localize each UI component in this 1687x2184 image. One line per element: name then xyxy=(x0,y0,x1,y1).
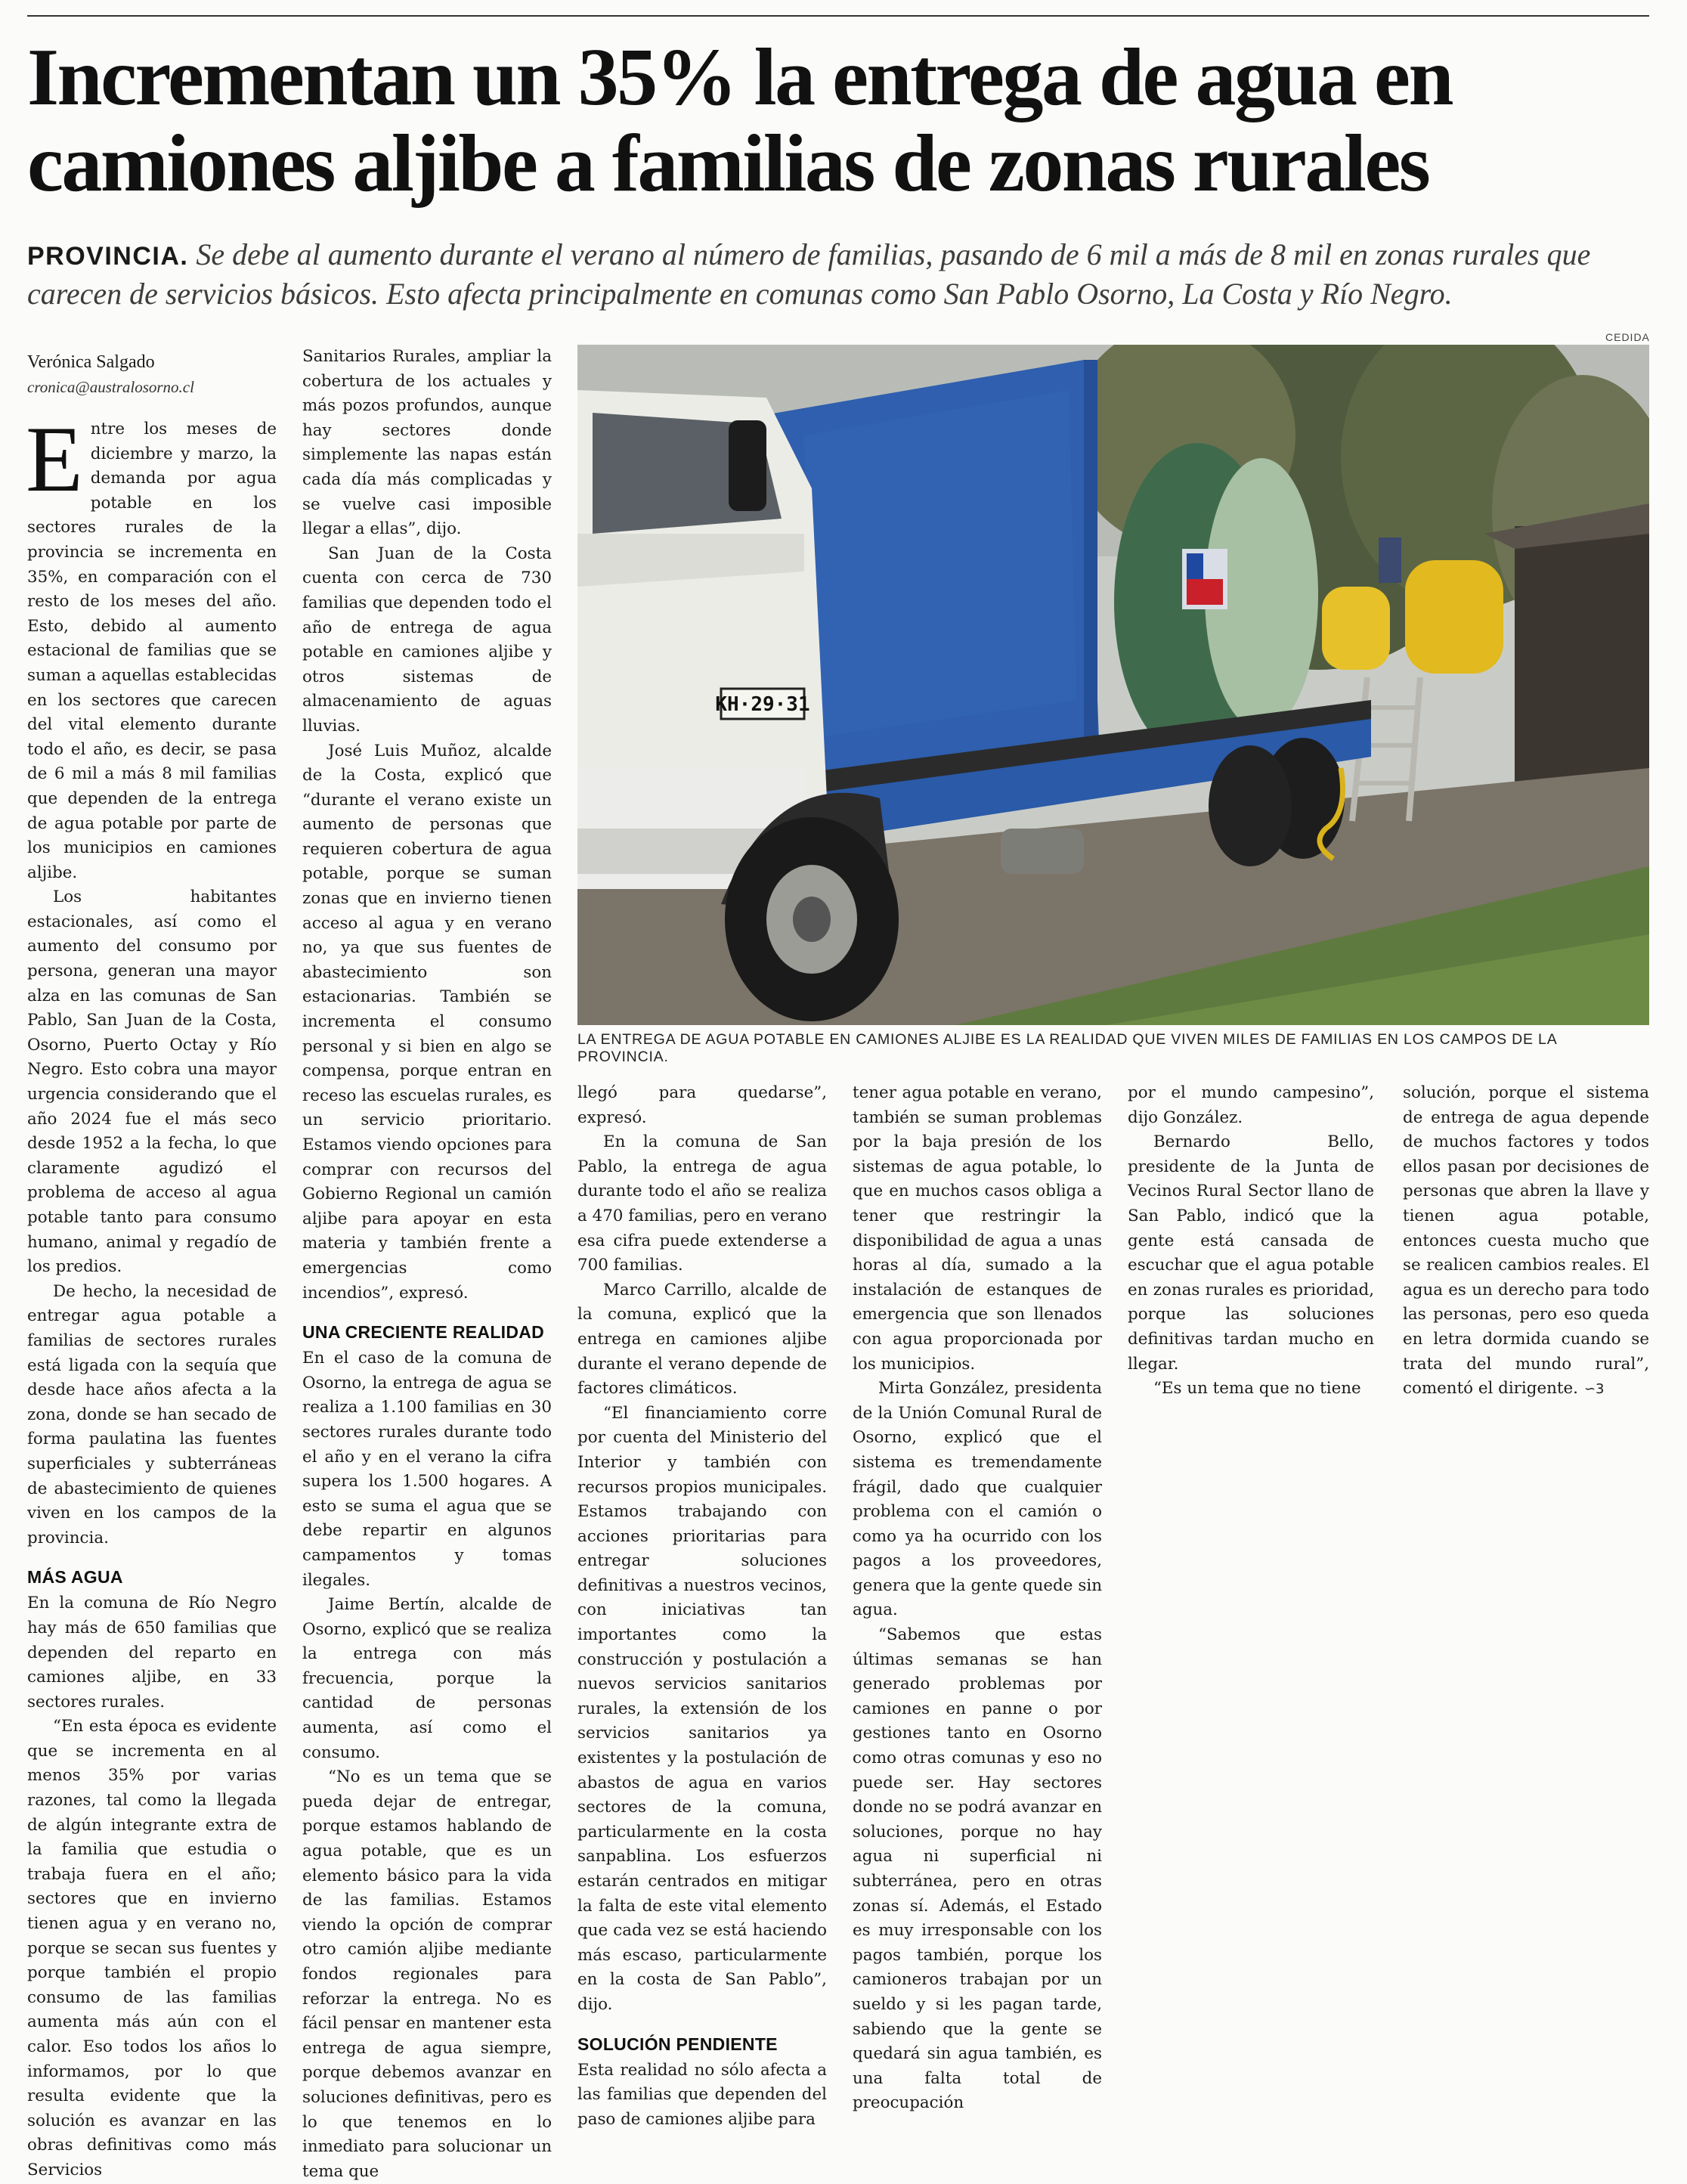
subhead-solucion-pendiente: SOLUCIÓN PENDIENTE xyxy=(577,2034,778,2054)
paragraph: tener agua potable en verano, también se suman problemas por la baja presión de los sistemas de agua potable, lo que en muchos casos obliga a tener que restringir la disponibilidad de agua a unas horas al día, sumado a la instalación de estanques de emergencia que son llenados con agua proporcionada por los municipios. xyxy=(853,1083,1102,1374)
paragraph: En la comuna de Río Negro hay más de 650 familias que dependen del reparto en camiones aljibe, en 33 sectores rurales. xyxy=(27,1594,277,1712)
paragraph: San Juan de la Costa cuenta con cerca de 730 familias que dependen todo el año de entrega de agua potable en camiones aljibe y otros sistemas de almacenamiento de aguas lluvias. xyxy=(302,544,552,736)
subhead-mas-agua: MÁS AGUA xyxy=(27,1567,123,1588)
paragraph: solución, porque el sistema de entrega de agua depende de muchos factores y todos ellos pasan por decisiones de personas que abren la llave y tienen agua potable, entonces cuesta mucho que se realicen cambios reales. El agua es un derecho para todo las personas, pero eso queda en letra dormida cuando se trata del mundo rural”, comentó el dirigente. ∽3 xyxy=(1403,1083,1649,1399)
photo-caption: LA ENTREGA DE AGUA POTABLE EN CAMIONES ALJIBE ES LA REALIDAD QUE VIVEN MILES DE FAMILIAS EN LOS CAMPOS DE LA PROVINCIA. xyxy=(577,1031,1557,1065)
paragraph: llegó para quedarse”, expresó. xyxy=(577,1083,827,1127)
paragraph: Sanitarios Rurales, ampliar la cobertura de los actuales y más pozos profundos, aunque hay sectores donde simplemente las napas están cada día más complicadas y se vuelve casi imposible llegar a ellas”, dijo. xyxy=(302,347,552,539)
author-email: cronica@australosorno.cl xyxy=(27,378,194,396)
end-mark-icon: ∽3 xyxy=(1583,1381,1605,1398)
paragraph: José Luis Muñoz, alcalde de la Costa, explicó que “durante el verano existe un aumento de personas que requieren cobertura de agua potable, porque se suman zonas que en invierno tienen acceso al agua y en verano no, ya que sus fuentes de abastecimiento son estacionarias. También se incrementa el consumo personal y si bien en algo se compensa, porque entran en receso las escuelas rurales, es un servicio prioritario. Estamos viendo opciones para comprar con recursos del Gobierno Regional un camión aljibe para apoyar en esta materia y también frente a emergencias como incendios”, expresó. xyxy=(302,741,552,1303)
paragraph: De hecho, la necesidad de entregar agua potable a familias de sectores rurales está ligada con la sequía que desde hace años afecta a la zona, donde se han secado de forma paulatina las fuentes superficiales y subterráneas de abastecimiento de quienes viven en los campos de la provincia. xyxy=(27,1281,277,1547)
water-truck-illustration xyxy=(577,345,1649,1025)
paragraph: “El financiamiento corre por cuenta del Ministerio del Interior y también con recursos propios municipales. Estamos trabajando con acciones prioritarias para entregar soluciones definitivas a nuestros vecinos, con iniciativas tan importantes como la construcción y postulación a nuevos servicios sanitarios rurales, la extensión de los servicios sanitarios ya existentes y la postulación de abastos de agua en varios sectores de la comuna, particularmente en la costa sanpablina. Los esfuerzos estarán centrados en mitigar la falta de este vital elemento que cada vez se está haciendo más escaso, particularmente en la costa de San Pablo”, dijo. xyxy=(577,1403,827,2014)
column-3 xyxy=(577,1081,827,2132)
photo-credit: CEDIDA xyxy=(1605,331,1650,343)
headline: Incrementan un 35% la entrega de agua en camiones aljibe a familias de zonas rurales xyxy=(27,33,1453,209)
license-plate: KH·29·31 xyxy=(715,693,810,716)
column-2 xyxy=(302,345,552,2184)
top-rule xyxy=(27,15,1649,17)
paragraph: Bernardo Bello, presidente de la Junta de Vecinos Rural Sector llano de San Pablo, indicó que la gente está cansada de escuchar que el agua potable en zonas rurales es prioridad, porque las soluciones definitivas tardan mucho en llegar. xyxy=(1128,1132,1374,1374)
paragraph: Entre los meses de diciembre y marzo, la demanda por agua potable en los sectores rurales de la provincia se incrementa en 35%, en comparación con el resto de los meses del año. Esto, debido al aumento estacional de familias que se suman a aquellas establecidas en los sectores que carecen del vital elemento durante todo el año, es decir, se pasa de 6 mil a más 8 mil familias que dependen de la entrega de agua potable por parte de los municipios en camiones aljibe. xyxy=(26,407,277,882)
drop-cap: E xyxy=(26,407,83,511)
paragraph: “Es un tema que no tiene xyxy=(1153,1379,1361,1399)
dek xyxy=(27,236,1660,313)
paragraph: “Sabemos que estas últimas semanas se han generado problemas por camiones en panne o por gestiones tanto en Osorno como otras comunas y eso no puede ser. Hay sectores donde no se podrá avanzar en soluciones, porque no hay agua ni superficial ni subterránea, pero en otras zonas sí. Además, el Estado es muy irresponsable con los pagos también, porque los camioneros trabajan por un sueldo y si les pagan tarde, sabiendo que la gente se quedará sin agua también, es una falta total de preocupación xyxy=(853,1625,1102,2113)
paragraph: Los habitantes estacionales, así como el aumento del consumo por persona, generan una mayor alza en las comunas de San Pablo, San Juan de la Costa, Osorno, Puerto Octay y Río Negro. Esto cobra una mayor urgencia considerando que el año 2024 fue el más seco desde 1952 a la fecha, lo que claramente agudizó el problema de acceso al agua potable tanto para consumo humano, animal y regadío de los predios. xyxy=(27,888,277,1277)
column-1 xyxy=(26,407,277,2183)
article-photo xyxy=(577,345,1649,1025)
subhead-creciente-realidad: UNA CRECIENTE REALIDAD xyxy=(302,1322,545,1343)
paragraph: “En esta época es evidente que se incrementa en al menos 35% por varias razones, tal como la llegada de algún integrante extra de la familia que estudia o trabaja fuera en el año; sectores que en invierno tienen agua y en verano no, porque se secan sus fuentes y porque también el propio consumo de las familias aumenta más aún con el calor. Eso todos los años lo informamos, por lo que resulta evidente que la solución es avanzar en las obras definitivas como más Servicios xyxy=(27,1717,277,2179)
paragraph: por el mundo campesino”, dijo González. xyxy=(1128,1083,1374,1127)
dek-kicker: PROVINCIA. xyxy=(27,242,189,271)
paragraph: Marco Carrillo, alcalde de la comuna, explicó que la entrega en camiones aljibe durante el verano depende de factores climáticos. xyxy=(577,1280,827,1399)
paragraph: En el caso de la comuna de Osorno, la entrega de agua se realiza a 1.100 familias en 30 sectores rurales durante todo el año y en el verano la cifra supera los 1.500 hogares. A esto se suma el agua que se debe repartir en algunos campamentos y tomas ilegales. xyxy=(302,1349,552,1590)
column-5 xyxy=(1128,1081,1374,1402)
paragraph: “No es un tema que se pueda dejar de entregar, porque estamos hablando de agua potable, que es un elemento básico para la vida de las familias. Estamos viendo la opción de comprar otro camión aljibe mediante fondos regionales para reforzar la entrega. No es fácil pensar en mantener esta entrega de agua siempre, porque debemos avanzar en soluciones definitivas, pero es lo que tenemos en lo inmediato para solucionar un tema que xyxy=(302,1767,552,2181)
dek-text: Se debe al aumento durante el verano al número de familias, pasando de 6 mil a más de 8 mil en zonas rurales que carecen de servicios básicos. Esto afecta principalmente en comunas como San Pablo Osorno, La Costa y Río Negro. xyxy=(27,237,1591,311)
paragraph: Esta realidad no sólo afecta a las familias que dependen del paso de camiones aljibe para xyxy=(577,2060,827,2129)
paragraph: Jaime Bertín, alcalde de Osorno, explicó que se realiza la entrega con más frecuencia, porque la cantidad de personas aumenta, así como el consumo. xyxy=(302,1595,552,1762)
paragraph: Mirta González, presidenta de la Unión Comunal Rural de Osorno, explicó que el sistema es tremendamente frágil, dado que cualquier problema con el camión o como ya ha ocurrido con los pagos a los proveedores, genera que la gente quede sin agua. xyxy=(853,1379,1102,1620)
paragraph: En la comuna de San Pablo, la entrega de agua durante todo el año se realiza a 470 familias, pero en verano esa cifra puede extenderse a 700 familias. xyxy=(577,1132,827,1275)
author: Verónica Salgado xyxy=(27,352,155,372)
column-4 xyxy=(853,1081,1102,2116)
column-6 xyxy=(1403,1081,1649,1402)
